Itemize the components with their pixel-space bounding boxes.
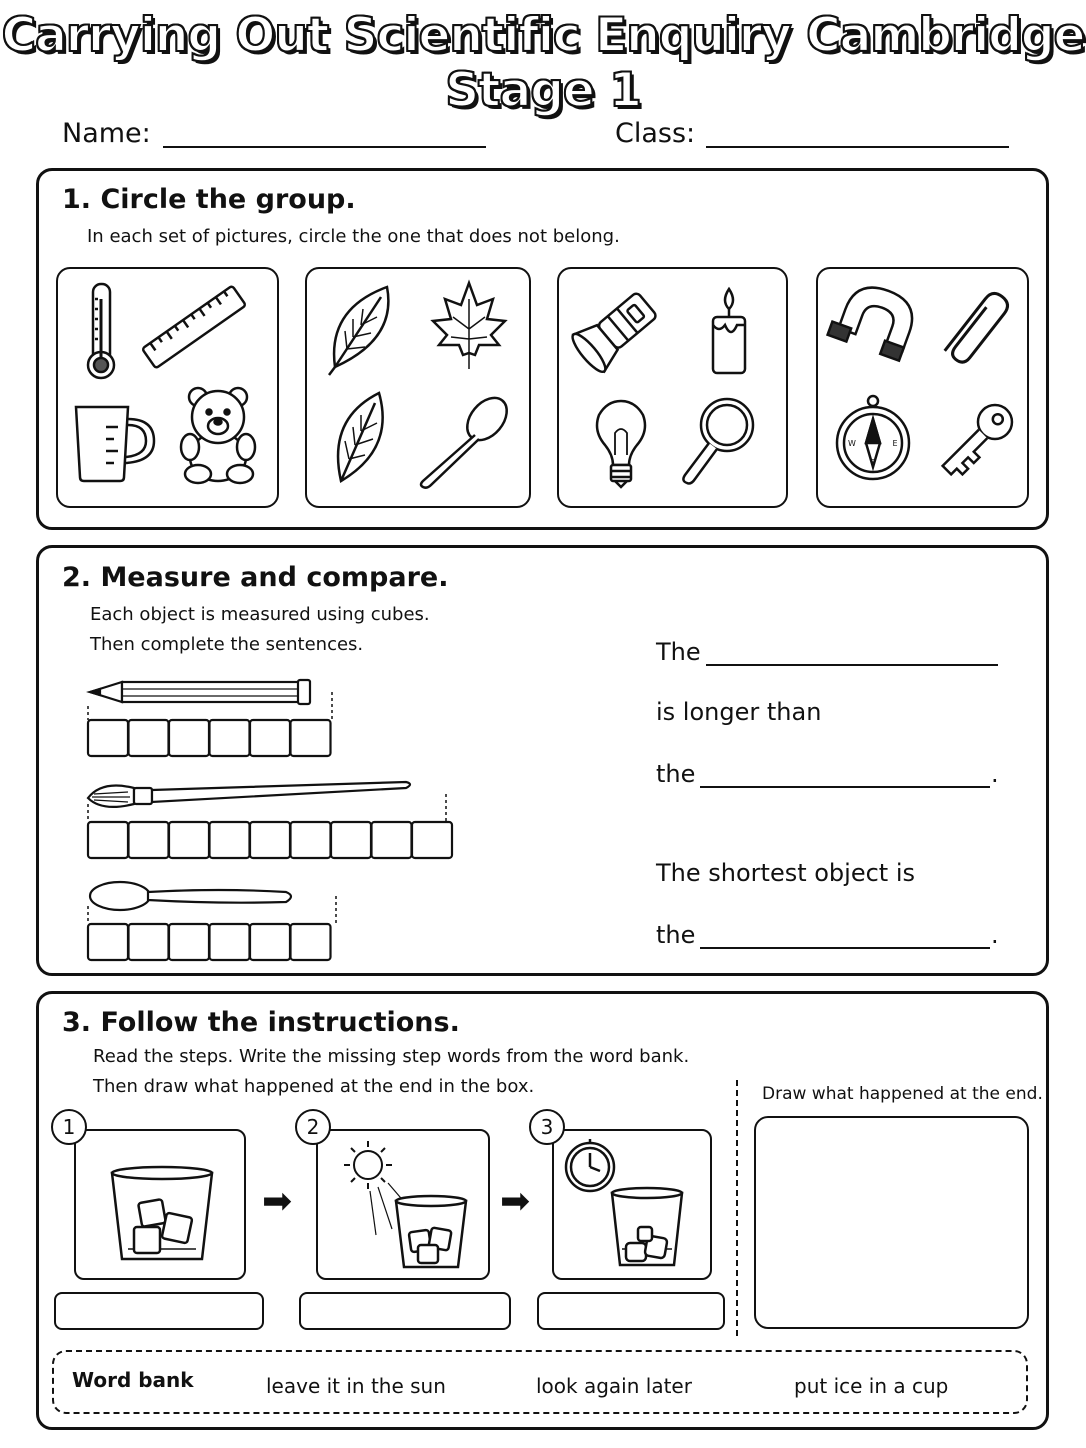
measuring-jug-icon[interactable]	[76, 407, 154, 481]
step-1-picture	[74, 1129, 246, 1280]
step-3-picture	[552, 1129, 712, 1280]
compass-icon[interactable]	[837, 396, 909, 479]
cube-row-pencil	[88, 720, 331, 756]
svg-text:N: N	[870, 422, 876, 431]
teddy-bear-icon[interactable]	[181, 388, 255, 483]
sentence-the-2: the	[656, 760, 696, 788]
measuring-cube	[88, 720, 128, 756]
measuring-cube	[169, 720, 209, 756]
measuring-cube	[291, 822, 331, 858]
measuring-cube	[250, 822, 290, 858]
maple-leaf-icon[interactable]	[433, 283, 505, 369]
sentence-the-3: the	[656, 921, 696, 949]
answer-line-shorter-object[interactable]	[700, 786, 990, 788]
magnifying-glass-icon[interactable]	[683, 399, 753, 484]
section3-heading: 3. Follow the instructions.	[62, 1007, 460, 1038]
pencil-icon	[90, 680, 310, 704]
arrow-right-icon: ➡	[262, 1181, 293, 1222]
word-bank-item: put ice in a cup	[794, 1374, 949, 1398]
magnet-icon[interactable]	[828, 279, 921, 361]
answer-line-shortest-object[interactable]	[700, 947, 990, 949]
section3-instruction-1: Read the steps. Write the missing step words from the word bank.	[93, 1046, 690, 1067]
leaf-icon[interactable]	[329, 287, 388, 375]
step-2-answer-box[interactable]	[299, 1292, 511, 1330]
section1-heading: 1. Circle the group.	[62, 184, 356, 215]
name-field[interactable]	[163, 146, 486, 148]
section3-instruction-2: Then draw what happened at the end in the box.	[93, 1076, 535, 1097]
measuring-cube	[210, 720, 250, 756]
candle-icon[interactable]	[713, 289, 745, 373]
sentence-the-1: The	[656, 638, 701, 666]
measuring-cube	[250, 924, 290, 960]
measuring-cube	[88, 924, 128, 960]
worksheet-title: Carrying Out Scientific Enquiry Cambridge Stage 1	[1, 8, 1085, 118]
step-1-number: 1	[51, 1109, 87, 1145]
step-3-number: 3	[529, 1109, 565, 1145]
arrow-right-icon: ➡	[500, 1181, 531, 1222]
step-2-number: 2	[295, 1109, 331, 1145]
measuring-cube	[291, 924, 331, 960]
class-field[interactable]	[706, 146, 1009, 148]
step-3-answer-box[interactable]	[537, 1292, 725, 1330]
measuring-cube	[129, 924, 169, 960]
measuring-cube	[210, 924, 250, 960]
measuring-cube	[210, 822, 250, 858]
measuring-cube	[129, 822, 169, 858]
measuring-cube	[169, 822, 209, 858]
cup-with-ice-icon	[396, 1196, 466, 1267]
sentence-shortest: The shortest object is	[656, 859, 916, 887]
section2-instruction-1: Each object is measured using cubes.	[90, 604, 430, 625]
word-bank-item: leave it in the sun	[266, 1374, 446, 1398]
step-1-answer-box[interactable]	[54, 1292, 264, 1330]
word-bank-label: Word bank	[72, 1368, 194, 1392]
cup-with-melting-ice-icon	[612, 1188, 682, 1265]
measuring-cube	[412, 822, 452, 858]
ruler-icon[interactable]	[142, 286, 246, 369]
measuring-cube	[250, 720, 290, 756]
paintbrush-icon	[88, 782, 410, 807]
class-label: Class:	[615, 118, 696, 149]
word-bank-item: look again later	[536, 1374, 692, 1398]
spoon-icon[interactable]	[421, 390, 515, 487]
leaf-icon[interactable]	[338, 393, 383, 481]
spoon-object-icon	[90, 882, 291, 910]
light-bulb-icon[interactable]	[597, 401, 645, 487]
section1-instruction: In each set of pictures, circle the one that does not belong.	[87, 226, 620, 247]
measuring-diagram	[80, 670, 460, 970]
key-icon[interactable]	[935, 398, 1019, 482]
svg-text:E: E	[892, 439, 898, 448]
measuring-cube	[291, 720, 331, 756]
picture-group-4	[816, 267, 1029, 508]
paper-clip-icon[interactable]	[945, 289, 1012, 365]
answer-line-longer-object[interactable]	[706, 664, 998, 666]
picture-group-1	[56, 267, 279, 508]
sentence-period-1: .	[991, 760, 999, 788]
sentence-period-2: .	[991, 921, 999, 949]
picture-group-2	[305, 267, 531, 508]
section2-heading: 2. Measure and compare.	[62, 562, 449, 593]
sentence-longer-than: is longer than	[656, 698, 822, 726]
measuring-cube	[169, 924, 209, 960]
step-2-picture	[316, 1129, 490, 1280]
thermometer-icon[interactable]	[88, 284, 114, 378]
svg-text:S: S	[870, 458, 876, 467]
divider	[736, 1080, 738, 1336]
torch-icon[interactable]	[568, 286, 662, 376]
picture-group-3	[557, 267, 788, 508]
name-label: Name:	[62, 118, 151, 149]
section2-instruction-2: Then complete the sentences.	[90, 634, 364, 655]
measuring-cube	[129, 720, 169, 756]
cube-row-spoon	[88, 924, 331, 960]
measuring-cube	[331, 822, 371, 858]
clock-icon	[566, 1139, 614, 1191]
measuring-cube	[372, 822, 412, 858]
draw-label: Draw what happened at the end.	[762, 1084, 1043, 1104]
svg-text:W: W	[848, 439, 856, 448]
cup-with-ice-icon	[112, 1167, 212, 1259]
draw-end-box[interactable]	[754, 1116, 1029, 1329]
measuring-cube	[88, 822, 128, 858]
cube-row-paintbrush	[88, 822, 452, 858]
